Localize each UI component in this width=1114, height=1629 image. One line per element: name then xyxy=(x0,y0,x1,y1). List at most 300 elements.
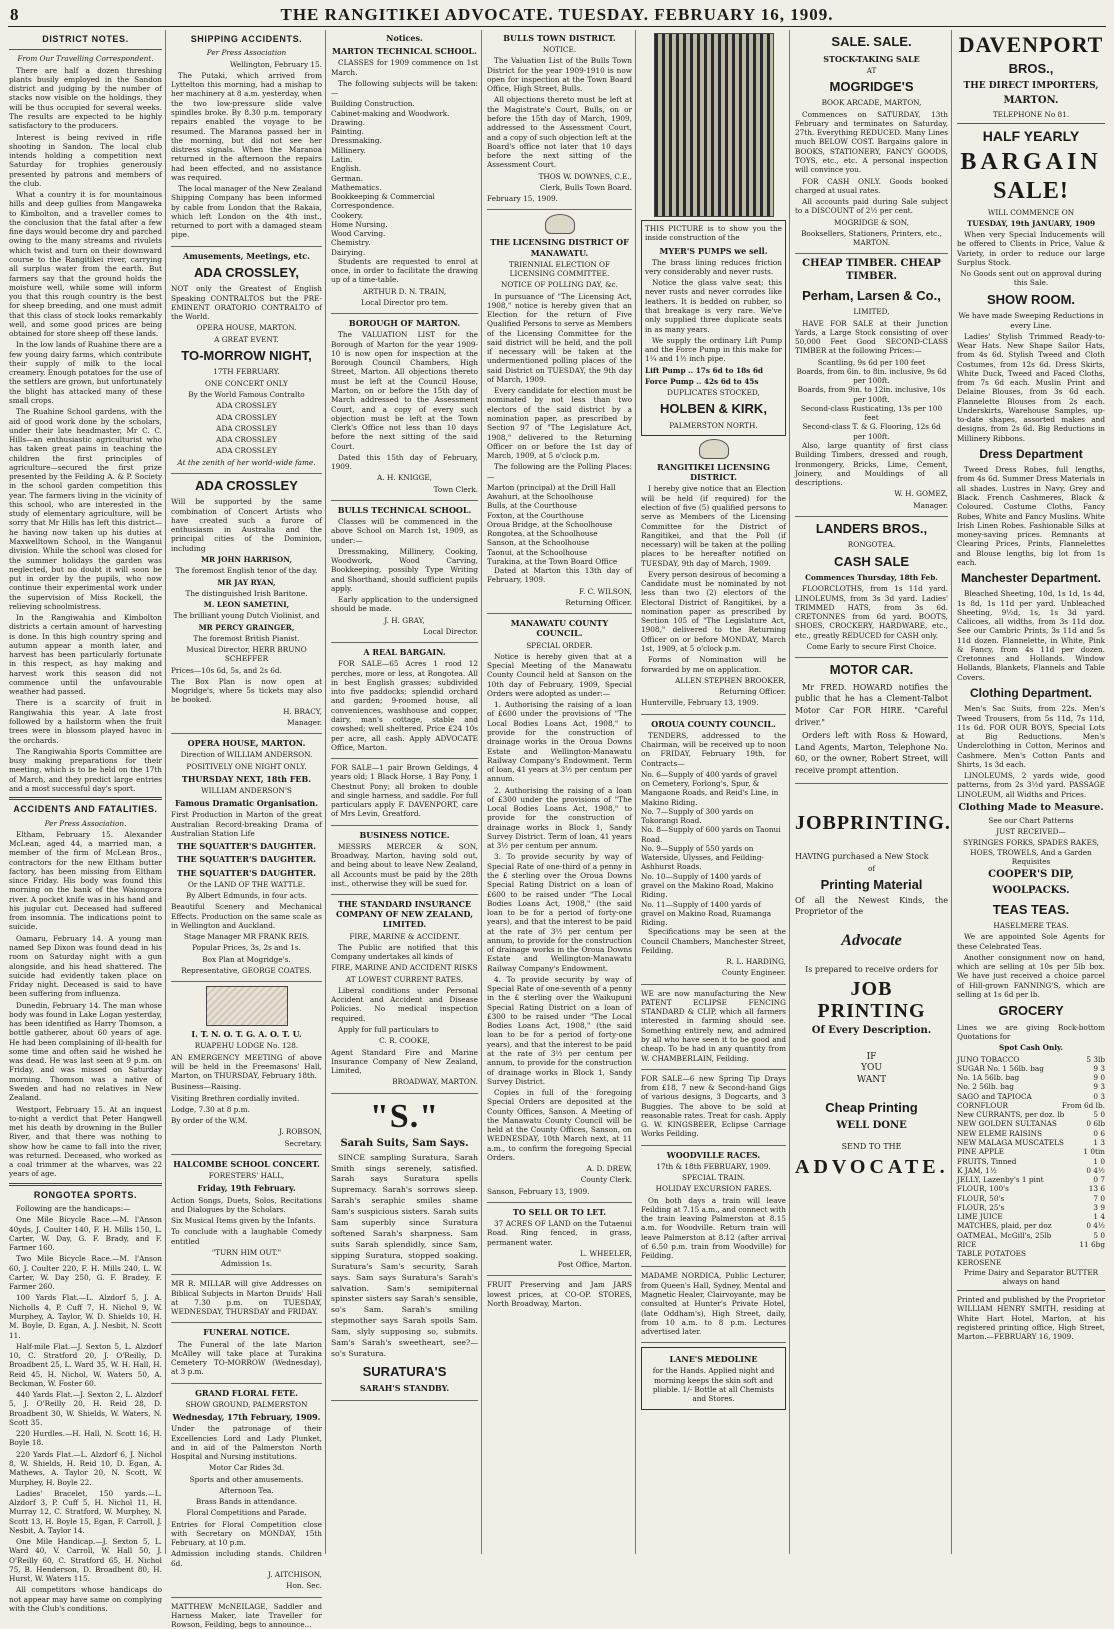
grocery-row xyxy=(957,1231,1105,1240)
grocery-row xyxy=(957,1221,1105,1230)
ad-title: OPERA HOUSE, MARTON. xyxy=(171,738,322,748)
paragraph: The Rangiwahia Sports Committee are busy making preparations for their meeting, which is to be held on the 17th of March, and they predict large entries and a most successful day's sport. xyxy=(9,747,162,793)
ad-title: SALE! xyxy=(957,178,1105,204)
firm-name: MOGRIDGE'S xyxy=(795,79,948,96)
ad-line: WOOLPACKS. xyxy=(957,885,1105,898)
ad-line: First Production in Marton of the great Australian Record-breaking Drama of Australian Station Life xyxy=(171,810,322,838)
floral-fete-ad xyxy=(171,1388,322,1598)
ad-text: 37 ACRES OF LAND on the Tutaenui Road. Ring fenced, in grass, permanent water. xyxy=(487,1219,632,1247)
ad-text: Every candidate for election must be nominated by not less than two electors of the said district by a nomination paper, as prescribed by Section 97 of "The Legislature Act, 1908," delivered to the Returning Officer on or before the 1st day of March, 1909, at 5 o'clock p.m. xyxy=(487,386,632,460)
list-item: Dressmaking. xyxy=(331,136,478,145)
horses-ad xyxy=(331,763,478,826)
ad-text: THIS PICTURE is to show you the inside construction of the xyxy=(645,224,782,243)
list-item: Second-class T. & G. Flooring, 12s 6d per 100ft. xyxy=(795,422,948,441)
divider xyxy=(9,1183,162,1186)
subject-list xyxy=(331,99,478,257)
grocery-item-name: SUGAR No. 1 56lb. bag xyxy=(957,1064,1044,1073)
section-heading: Dress Department xyxy=(957,447,1105,462)
divider xyxy=(957,1290,1105,1291)
grocery-item-name: OATMEAL, McGill's, 25lb xyxy=(957,1231,1051,1240)
grocery-item-price: 7 0 xyxy=(1093,1194,1105,1203)
signature-title: County Clerk. xyxy=(487,1175,632,1184)
grocery-item-name: No. 1A 56lb. bag xyxy=(957,1073,1019,1082)
ad-text: We supply the ordinary Lift Pump and the Force Pump in this make for 1¼ and 1½ inch pipe. xyxy=(645,336,782,364)
grocery-item-price: 0 3 xyxy=(1093,1092,1105,1101)
ad-line: SPECIAL ORDER. xyxy=(487,641,632,650)
ad-text: Dated at Marton this 13th day of February, 1909. xyxy=(487,566,632,585)
ad-text: Orders left with Ross & Howard, Land Agents, Marton, Telephone No. 60, or the owner, Robert Street, will receive prompt attention. xyxy=(795,730,948,776)
ad-line: Of Every Description. xyxy=(795,1025,948,1038)
grocery-row xyxy=(957,1166,1105,1175)
ad-text: MR R. MILLAR will give Addresses on Biblical Subjects in Marton Druids' Hall at 7.30 p.m. on TUESDAY, WEDNESDAY, THURSDAY and FRIDAY. xyxy=(171,1279,322,1316)
grocery-item-price: 0 4½ xyxy=(1086,1166,1105,1175)
ad-line: "TURN HIM OUT." xyxy=(171,1248,322,1257)
signature-title: Manager. xyxy=(795,501,948,510)
ad-line: ADA CROSSLEY xyxy=(171,446,322,455)
grocery-item-price: 9 3 xyxy=(1093,1082,1105,1091)
grocery-row xyxy=(957,1258,1105,1267)
dateline: Wellington, February 15. xyxy=(171,60,322,69)
ad-line: Action Songs, Duets, Solos, Recitations and Dialogues by the Scholars. xyxy=(171,1196,322,1215)
ad-text: SYRINGES FORKS, SPADES RAKES, HOES, TROWELS, And a Garden Requisites xyxy=(957,838,1105,866)
ad-line: Stage Manager MR FRANK REIS. xyxy=(171,932,322,941)
ad-line: Box Plan at Mogridge's. xyxy=(171,955,322,964)
grocery-item-name: LIME JUICE xyxy=(957,1212,1003,1221)
ad-line: COOPER'S DIP, xyxy=(957,869,1105,882)
ad-line: The Box Plan is now open at Mogridge's, where 5s tickets may also be booked. xyxy=(171,677,322,705)
ad-text: Every person desirous of becoming a Candidate must be nominated by not less than two (2) electors of the Electoral District of Rangitikei, by a nomination paper as prescribed by Section 105 of "The Legislature Act, 1908," delivered to the Returning Officer on or before MONDAY, March 1st, 1909, at 5 o'clock p.m. xyxy=(641,570,786,653)
ad-title: BUSINESS NOTICE. xyxy=(331,830,478,840)
grocery-row xyxy=(957,1138,1105,1147)
list-item: No. 11—Supply of 1400 yards of gravel on Makino Road, Ruamanga Riding. xyxy=(641,900,786,928)
signature-title: Agent Standard Fire and Marine Insurance Company of New Zealand, Limited, xyxy=(331,1048,478,1076)
list-item: Boards, from 6in. to 8in. inclusive, 9s 6d per 100ft. xyxy=(795,367,948,386)
ad-line: ADA CROSSLEY xyxy=(171,413,322,422)
ad-title: BULLS TECHNICAL SCHOOL. xyxy=(331,505,478,515)
grocery-price-list xyxy=(957,1055,1105,1268)
page-number: 8 xyxy=(10,5,20,25)
ad-text: for the Hands. Applied night and morning keeps the skin soft and pliable. 1/- Bottle at all Chemists and Stores. xyxy=(645,1366,782,1403)
ad-text: Forms of Nomination will be forwarded by me on application. xyxy=(641,655,786,674)
paragraph: Eltham, February 15. Alexander McLean, aged 44, a married man, a member of the firm of McLean Bros., contractors for the new Eltham butter factory, has been missing from Eltham since Friday. His body was found this morning on the bank of the Waiongora river. A pocket knife was in his hand and his jugular cut. Deceased had suffered from insomnia. The indications point to suicide. xyxy=(9,830,162,932)
ad-line: DUPLICATES STOCKED, xyxy=(645,388,782,397)
ad-line: SHOW GROUND, PALMERSTON xyxy=(171,1400,322,1409)
paragraph: There is a scarcity of fruit in Rangiwahia this year. A late frost followed by a hailstorm when the fruit trees were in blossom played havoc in the orchards. xyxy=(9,698,162,744)
signature: L. WHEELER, xyxy=(487,1249,632,1258)
ad-text: The Valuation List of the Bulls Town District for the year 1909-1910 is now open for inspection at the Town Board Office, High Street, Bulls. xyxy=(487,56,632,93)
ad-text: All objections thereto must be left at the Magistrate's Court, Bulls, on or before the 15th day of March, 1909, addressed to the Assessment Court, and a copy of such objection left at the Board's office not later that 10 days before the next sitting of the Assessment Court. xyxy=(487,95,632,169)
list-item: Taonui, at the Schoolhouse xyxy=(487,548,632,557)
signature-title: Booksellers, Stationers, Printers, etc., MARTON. xyxy=(795,229,948,248)
list-item: Building Construction. xyxy=(331,99,478,108)
grocery-row xyxy=(957,1249,1105,1258)
ad-line: Come Early to secure First Choice. xyxy=(795,642,948,651)
nordica-ad xyxy=(641,1271,786,1343)
ad-line: Representative, GEORGE COATES. xyxy=(171,966,322,975)
ad-line: Prime Dairy and Separator BUTTER always on hand xyxy=(957,1268,1105,1287)
grocery-item-name: SAGO and TAPIOCA xyxy=(957,1092,1032,1101)
ad-line: ADA CROSSLEY xyxy=(171,435,322,444)
ad-line: ONE CONCERT ONLY xyxy=(171,379,322,388)
ad-line: of xyxy=(795,864,948,873)
ad-line: Commences Thursday, 18th Feb. xyxy=(795,573,948,582)
ad-line: The distinguished Irish Baritone. xyxy=(171,589,322,598)
ad-line: OPERA HOUSE, MARTON. xyxy=(171,323,322,332)
ad-title: THE LICENSING DISTRICT OF MANAWATU. xyxy=(487,237,632,257)
grocery-row xyxy=(957,1147,1105,1156)
bulls-town-notice xyxy=(487,33,632,210)
brand-tagline: SARAH'S STANDBY. xyxy=(331,1383,478,1393)
ad-text: The VALUATION LIST for the Borough of Marton for the year 1909-10 is now open for inspection at the Borough Council Chambers, High Street, Marton. All objections thereto must be left at the Council House, Marton, on or before the 15th day of March addressed to the Assessment Court, and a copy of every such objection must be left at the Town Clerk's Office not less than 10 days before the next sitting of the said Court. xyxy=(331,330,478,450)
ad-line: The foremost English tenor of the day. xyxy=(171,566,322,575)
ad-line: Beautiful Scenery and Mechanical Effects. Production on the same scale as in Wellington and Auckland. xyxy=(171,902,322,930)
list-item: Wood Carving. xyxy=(331,229,478,238)
paragraph: Ladies' Bracelet, 150 yards.—L. Alzdorf 3, P. Cuff 5, H. Nichol 11, H. Murray 12, C. Stratford, W. Murphey, N. Scott 13, H. Boyle 15, Egan, F. Carroll, J. Nesbit, A. Taylor 14. xyxy=(9,1489,162,1535)
grocery-row xyxy=(957,1203,1105,1212)
ad-line: JOB PRINTING xyxy=(795,978,948,1022)
section-heading: Manchester Department. xyxy=(957,571,1105,586)
ad-line: THE SQUATTER'S DAUGHTER. xyxy=(171,854,322,864)
signature-title: Local Director. xyxy=(331,627,478,636)
list-item: Foxton, at the Courthouse xyxy=(487,511,632,520)
ad-text: 3. To provide security by way of Special Rate of one-third of a penny in the £ sterling over the Oroua Downs Special Rating District on a loan of £600 to be raised under "The Local Bodies Loans Act, 1908," (the said loan to be for a period of forty-one years), and that the interest to be paid at the rate of 3½ per centum per annum, to provide for the construction of drainage works in the Oroua Downs Estate and Wellington-Manawatu Railway Company's Endowment. xyxy=(487,852,632,972)
ad-line: BROADWAY, MARTON. xyxy=(331,1077,478,1086)
ad-line: Under the patronage of their Excellencies Lord and Lady Plunket, and in aid of the Palmerston North Hospital and Nursing institutions. xyxy=(171,1424,322,1461)
ad-line: POSITIVELY ONE NIGHT ONLY. xyxy=(171,762,322,771)
ad-line: THURSDAY NEXT, 18th FEB. xyxy=(171,774,322,784)
signature: THOS W. DOWNES, C.E., xyxy=(487,172,632,181)
technical-school-ad xyxy=(331,46,478,314)
notices-heading: Notices. xyxy=(331,33,478,43)
ad-title: ADA CROSSLEY, xyxy=(171,265,322,282)
crossley-ad-2 xyxy=(171,478,322,734)
ad-line: MR JAY RYAN, xyxy=(171,578,322,587)
millar-notice xyxy=(171,1279,322,1323)
grocery-row xyxy=(957,1110,1105,1119)
ad-text: Of all the Newest Kinds, the Proprietor of the xyxy=(795,896,948,916)
landers-ad xyxy=(795,521,948,658)
signature-title: Returning Officer. xyxy=(487,598,632,607)
ad-line: Secretary. xyxy=(171,1139,322,1148)
ad-text: HAVE FOR SALE at their Junction Yards, a Large Stock consisting of over 50,000 Feet Good SECOND-CLASS TIMBER at the following Prices:— xyxy=(795,319,948,356)
ad-text: The brass lining reduces friction very considerably and never rusts. xyxy=(645,258,782,277)
opera-ad xyxy=(171,738,322,982)
grocery-item-name: K JAM, 1½ xyxy=(957,1166,997,1175)
ad-line: WELL DONE xyxy=(795,1120,948,1133)
phone-number: TELEPHONE No 81. xyxy=(957,110,1105,119)
ad-line: By Albert Edmunds, in four acts. xyxy=(171,891,322,900)
paragraph: In the Rangiwahia and Kimbolton districts a certain amount of harvesting is done. In this high country spring and autumn appear a month later, and harvest has been particularly fortunate in this respect, as hay making and harvest work this season did not commence until the unfavourable weather had passed. xyxy=(9,613,162,696)
coat-of-arms-emblem xyxy=(545,214,575,234)
ad-line: Entries for Floral Competition close with Secretary on MONDAY, 15th February, at 10 p.m. xyxy=(171,1520,322,1548)
ad-line: No Goods sent out on approval during this Sale. xyxy=(957,269,1105,288)
grocery-item-price: 0 4½ xyxy=(1086,1221,1105,1230)
bulls-tech-notice xyxy=(331,505,478,643)
list-item: Boards, from 9in. to 12in. inclusive, 10s per 100ft. xyxy=(795,385,948,404)
ad-line: Or the LAND OF THE WATTLE. xyxy=(171,880,322,889)
list-item: Chemistry. xyxy=(331,238,478,247)
ad-text: TENDERS, addressed to the Chairman, will be received up to noon on FRIDAY, February 19th, for Contracts— xyxy=(641,731,786,768)
grocery-row xyxy=(957,1175,1105,1184)
grocery-item-price: 0 6lb xyxy=(1086,1119,1105,1128)
ad-line: AN EMERGENCY MEETING of above will be held in the Freemasons' Hall, Marton, on THURSDAY, February 18th. xyxy=(171,1053,322,1081)
grocery-item-name: JELLY, Lazenby's 1 pint xyxy=(957,1175,1044,1184)
ad-line: RONGOTEA. xyxy=(795,540,948,549)
mogridge-sale-ad xyxy=(795,34,948,254)
paragraph: One Mile Bicycle Race.—M. l'Anson 40yds, J. Coulter 140, F. H. Mills 150, L. Carter, W. Day, G. F. Brady, and F. Farmer 160. xyxy=(9,1215,162,1252)
paragraph: All competitors whose handicaps do not appear may have same on complying with the Club's conditions. xyxy=(9,1585,162,1613)
ad-line: H. BRACY, xyxy=(171,707,322,716)
list-item: Turakina, at the Town Board Office xyxy=(487,557,632,566)
ad-text: Also, large quantity of first class Building Timbers, dressed and rough, Ironmongery, Bricks, Lime, Cement, Joinery, and Mouldings of all descriptions. xyxy=(795,441,948,487)
grocery-row xyxy=(957,1194,1105,1203)
ad-line: ADVOCATE. xyxy=(795,1156,948,1178)
ad-line: Friday, 19th February. xyxy=(171,1183,322,1193)
ad-line: ADA CROSSLEY xyxy=(171,401,322,410)
ad-text: SINCE sampling Suratura, Sarah Smith sings serenely, satisfied. Sarah says Suratura spells Supremacy. Sarah's sorrows sleep. Sarah's seraphic smiles shame Sam's suspicious sisters. Sarah suits Sam superbly since Suratura softened Sarah's sharpness. Sam suits Sarah splendidly, since Sam, sipping Suratura, stopped soaking. Suratura's Sam's security, Sarah says. Sam says Suratura's Sarah's salvation. Sam's semipiternal spinster sisters say Sarah's sensible, so's Sam. Sarah's smiling stepmother says Sarah spoils Sam. Sam, slyly supposing so, submits. Sam's Sarah's sweetheart, see?—so's Suratura. xyxy=(331,1153,478,1360)
ad-title: LANE'S MEDOLINE xyxy=(645,1354,782,1364)
ad-line: Musical Director, HERR BRUNO SCHEFFER xyxy=(171,645,322,664)
list-item: German. xyxy=(331,174,478,183)
ad-line: BROS., xyxy=(957,61,1105,78)
paragraph: Half-mile Flat.—J. Sexton 5, L. Alzdorf 10, C. Stratford 20, J. O'Reilly, D. Broadbent 25, L. Ward 35, W. H. Hall, H. Reid 45, H. Nichol, W. Waters 50, A. Beckman, W. Foster 60. xyxy=(9,1342,162,1388)
ad-text: 4. To provide security by way of Special Rate of one-seventh of a penny in the £ sterling over the Waikupuni Special Rating District on a loan of £300 to be raised under "The Local Bodies Loans Act, 1908," (the said loan to be for a period of forty-one years), and that the interest to be paid at the rate of 3½ per centum per annum, to provide for the construction of drainage works in Block 1, Sandy Survey District. xyxy=(487,975,632,1086)
signature: A. D. DREW, xyxy=(487,1164,632,1173)
manawatu-council-notice xyxy=(487,618,632,1203)
column-6 xyxy=(792,30,952,1554)
grocery-item-name: TABLE POTATOES xyxy=(957,1249,1026,1258)
ad-line: WILLIAM ANDERSON'S xyxy=(171,786,322,795)
ad-text: The following are the Polling Places:— xyxy=(487,462,632,481)
ad-line: Direction of WILLIAM ANDERSON. xyxy=(171,750,322,759)
ad-line: Wednesday, 17th February, 1909. xyxy=(171,1412,322,1422)
brand-name: SURATURA'S xyxy=(331,1364,478,1381)
ad-title: GRAND FLORAL FETE. xyxy=(171,1388,322,1398)
signature: W. H. GOMEZ, xyxy=(795,489,948,498)
ad-text: NOT only the Greatest of English Speaking CONTRALTOS but the PRE-EMINENT ORATORIO CONTRALTO of the World. xyxy=(171,284,322,321)
ad-line: 17TH FEBRUARY. xyxy=(171,367,322,376)
ad-line: Motor Car Rides 3d. xyxy=(171,1463,322,1472)
ad-text: WE are now manufacturing the New PATENT ECLIPSE FENCING STANDARD & CLIP, which all farmers interested in farming should see. Something entirely new, and admired by all who have seen it to be good and cheap. To be had in any quantity from W. CHAMBERLAIN, Feilding. xyxy=(641,989,786,1063)
ad-line: Admission 1s. xyxy=(171,1259,322,1268)
ad-text: Men's Sac Suits, from 22s. Men's Tweed Trousers, from 5s 11d, 7s 11d, 11s 6d. FOR OUR BOYS, Special Lots at Big Reductions. Men's Underclothing in Cotton, Merinos and Cashmere. Men's Cotton Pants and Shirts, 1s 3d each. xyxy=(957,704,1105,769)
woodville-races-ad xyxy=(641,1150,786,1268)
ad-line: YOU xyxy=(795,1063,948,1074)
ad-line: Six Musical Items given by the Infants. xyxy=(171,1216,322,1225)
ad-title: CHEAP TIMBER. CHEAP TIMBER. xyxy=(795,258,948,283)
section-heading: Clothing Made to Measure. xyxy=(957,802,1105,814)
ad-line: To conclude with a laughable Comedy entitled xyxy=(171,1227,322,1246)
signature-title: Returning Officer. xyxy=(641,687,786,696)
ad-text: Copies in full of the foregoing Special Orders are deposited at the County Offices, Sanson. A Meeting of the Manawatu County Council will be held at the County Offices, Sanson, on WEDNESDAY, 10th March next, at 11 a.m., to confirm the foregoing Special Orders. xyxy=(487,1088,632,1162)
coat-of-arms-emblem xyxy=(699,439,729,459)
section-heading: Clothing Department. xyxy=(957,686,1105,701)
ad-line: IF xyxy=(795,1052,948,1063)
firm-name: HOLBEN & KIRK, xyxy=(645,401,782,418)
paragraph: Following are the handicaps:— xyxy=(9,1204,162,1213)
ad-title: MANAWATU COUNTY COUNCIL. xyxy=(487,618,632,638)
sports-heading: RONGOTEA SPORTS. xyxy=(9,1190,162,1201)
ad-subtitle: STOCK-TAKING SALE xyxy=(795,54,948,64)
ad-text: FOR CASH ONLY. Goods booked charged at usual rates. xyxy=(795,177,948,196)
crossley-ad xyxy=(171,265,322,474)
ad-title: THE STANDARD INSURANCE COMPANY OF NEW ZEALAND, LIMITED. xyxy=(331,899,478,929)
ad-text: FOR SALE—6 new Spring Tip Drays from £18, 7 new & Second-hand Gigs of various designs, 3 Dogcarts, and 3 Buggies. The above to be sold at reasonable rates. Treat for cash. Apply G. W. KINGSBEER, Eclipse Carriage Works Feilding. xyxy=(641,1074,786,1139)
timber-ad xyxy=(795,258,948,516)
grocery-item-price: 13 6 xyxy=(1089,1184,1105,1193)
newspaper-title: THE RANGITIKEI ADVOCATE. TUESDAY. FEBRUARY 16, 1909. xyxy=(8,5,1106,25)
list-item: Cabinet-making and Woodwork. xyxy=(331,109,478,118)
ad-line: Cheap Printing xyxy=(795,1100,948,1117)
list-item: Bulls, at the Courthouse xyxy=(487,501,632,510)
ad-line: SEND TO THE xyxy=(795,1142,948,1152)
signature: ALLEN STEPHEN BROOKER, xyxy=(641,676,786,685)
paragraph: There are half a dozen threshing plants busily employed in the Sandon district and judging by the number of stacks now visible on the holdings, they will be thus occupied for several weeks. The results are expected to be highly satisfactory to the producers. xyxy=(9,66,162,131)
ad-line: HASELMERE TEAS. xyxy=(957,921,1105,930)
drays-ad xyxy=(641,1074,786,1146)
grocery-item-name: JUNO TOBACCO xyxy=(957,1055,1019,1064)
ad-text: 1. Authorising the raising of a loan of £600 under the provisions of "The Local Bodies Loans Act, 1908," to provide for the construction of drainage works in the Oroua Downs Estate and Wellington-Manawatu Railway Company's Endowment. Term of loan, 41 years at 3½ per centum per annum. xyxy=(487,700,632,783)
ad-line: RUAPEHU LODGE No. 128. xyxy=(171,1041,322,1050)
ad-title: WOODVILLE RACES. xyxy=(641,1150,786,1160)
ad-text: The Funeral of the late Marion McAlley will take place at Turakina Cemetery TO-MORROW (Wednesday), at 3 p.m. xyxy=(171,1340,322,1377)
grocery-item-name: PINE APPLE xyxy=(957,1147,1004,1156)
fruit-jars-ad: FRUIT Preserving and Jam JARS lowest prices, at CO-OP. STORES, North Broadway, Marton. xyxy=(487,1280,632,1308)
ad-title: FUNERAL NOTICE. xyxy=(171,1327,322,1337)
list-item: Drawing. xyxy=(331,118,478,127)
signature-title: County Engineer. xyxy=(641,968,786,977)
signature: MOGRIDGE & SON, xyxy=(795,218,948,227)
ad-line: FORESTERS' HALL, xyxy=(171,1171,322,1180)
grocery-row xyxy=(957,1092,1105,1101)
signature-title: Local Director pro tem. xyxy=(331,298,478,307)
paragraph: Interest is being revived in rifle shooting in Sandon. The local club intends holding a competition next Saturday for trophies generously presented by patrons and members of the club. xyxy=(9,133,162,189)
ad-text: Apply for full particulars to xyxy=(331,1025,478,1034)
ad-line: MR JOHN HARRISON, xyxy=(171,555,322,564)
list-item: No. 9—Supply of 550 yards on Waterside, Ulysses, and Feilding-Ashhurst Roads. xyxy=(641,844,786,872)
ad-text: Classes will be commenced in the above School on March 1st, 1909, as under:— xyxy=(331,517,478,545)
ad-text: Tweed Dress Robes, full lengths, from 4s 6d. Summer Dress Materials in all shades. Lustres in Navy, Grey and Black. French Cashmeres, Black & Coloured. Costume Cloths, Fancy Robes, White and Fancy Muslins. White Irish Linen Robes. Fashionable Silks at money-saving prices. Remnants at Clearing Prices, Prints, Flannelettes and Blouse lengths, big lot from 1s each. xyxy=(957,465,1105,567)
grocery-item-price: 11 6bg xyxy=(1079,1240,1105,1249)
ad-line: Popular Prices, 3s, 2s and 1s. xyxy=(171,943,322,952)
ad-line: Sports and other amusements. xyxy=(171,1475,322,1484)
ad-line: Visiting Brethren cordially invited. xyxy=(171,1094,322,1103)
ad-line: FIRE, MARINE & ACCIDENT. xyxy=(331,932,478,941)
list-item: No. 10—Supply of 1400 yards of gravel on the Makino Road, Makino Riding. xyxy=(641,872,786,900)
grocery-row xyxy=(957,1055,1105,1064)
newspaper-logo: Advocate xyxy=(795,931,948,951)
ad-line: The foremost British Pianist. xyxy=(171,634,322,643)
ad-title: "S." xyxy=(331,1098,478,1135)
list-item: No. 7—Supply of 300 yards on Tokorangi Road. xyxy=(641,807,786,826)
grocery-row xyxy=(957,1064,1105,1073)
rangitikei-licensing-notice xyxy=(641,462,786,714)
ad-text: Students are requested to enrol at once, in order to facilitate the drawing up of a time-table. xyxy=(331,257,478,285)
suratura-ad xyxy=(331,1098,478,1401)
ad-line: FIRE, MARINE AND ACCIDENT RISKS xyxy=(331,963,478,972)
divider xyxy=(9,49,162,50)
ad-line: BOOK ARCADE, MARTON, xyxy=(795,98,948,107)
ad-line: By order of the W.M. xyxy=(171,1116,322,1125)
ad-line: A GREAT EVENT. xyxy=(171,335,322,344)
ad-line: AT LOWEST CURRENT RATES. xyxy=(331,975,478,984)
grocery-row xyxy=(957,1101,1105,1110)
list-item: Bookkeeping & Commercial Correspondence. xyxy=(331,192,478,211)
paragraph: In the low lands of Ruahine there are a few young dairy farms, which contribute their supply of milk to the local creamery. Enough potatoes for the use of the settlers are grown, but unfortunately the blight has attacked many of these small crops. xyxy=(9,340,162,405)
grocery-item-name: FRUITS, Tinned xyxy=(957,1157,1016,1166)
column-1 xyxy=(6,30,166,1554)
column-3 xyxy=(328,30,482,1554)
divider xyxy=(957,123,1105,124)
firm-name: Perham, Larsen & Co., xyxy=(795,288,948,305)
grocery-item-name: FLOUR, 100's xyxy=(957,1184,1009,1193)
ad-text: Liberal conditions under Personal Accident and Accident and Disease Policies. No medical inspection required. xyxy=(331,986,478,1023)
ad-line: Hon. Sec. xyxy=(171,1581,322,1590)
ad-line: Floral Competitions and Parade. xyxy=(171,1508,322,1517)
list-item: Millinery. xyxy=(331,146,478,155)
byline: Per Press Association. xyxy=(9,819,162,828)
ad-line: JUST RECEIVED— xyxy=(957,827,1105,836)
paragraph: The Ruahine School gardens, with the aid of good work done by the scholars, under their late headmaster, Mr C. C. Hills—an enthusiastic agriculturist who has taken great pains in teaching the children the first principles of agriculture—secured the first prize presented by the Feilding A. & P. Society in the school garden competition this year. The farmers living in the vicinity of this school, who are interested in the study of elementary agriculture, will be sorry that Mr Hills has left this district—he having now taken up his duties at Maxwelltown School, in the Wanganui division. While the school was closed for the summer holidays the garden was neglected, but no doubt it will soon be put in order by the pupils, who now continue their experimental work under the supervision of Miss Rockell, the relieving schoolmistress. xyxy=(9,407,162,611)
ad-line: HOLIDAY EXCURSION FARES. xyxy=(641,1184,786,1193)
list-item: Latin. xyxy=(331,155,478,164)
signature: J. H. GRAY, xyxy=(331,616,478,625)
polling-places xyxy=(487,483,632,566)
ad-line: THE SQUATTER'S DAUGHTER. xyxy=(171,841,322,851)
ad-title: RANGITIKEI LICENSING DISTRICT. xyxy=(641,462,786,482)
list-item: No. 8—Supply of 600 yards on Taonui Road. xyxy=(641,825,786,844)
grocery-row xyxy=(957,1240,1105,1249)
ad-line: J. AITCHISON, xyxy=(171,1570,322,1579)
ad-text: Will be supported by the same combination of Concert Artists who have created such a furore of enthusiasm in Australia and the principal cities of the Dominion, including xyxy=(171,497,322,553)
paragraph: Two Mile Bicycle Race.—M. l'Anson 60, J. Coulter 220, F. H. Mills 240, L. W. Carter, W. Day 250, G. F. Bradey, F. Farmer 260. xyxy=(9,1254,162,1291)
signature: ARTHUR D. N. TRAIN, xyxy=(331,287,478,296)
borough-notice xyxy=(331,318,478,501)
ad-title: A REAL BARGAIN. xyxy=(331,647,478,657)
ad-title: MYER'S PUMPS we sell. xyxy=(645,246,782,256)
ad-line: THE SQUATTER'S DAUGHTER. xyxy=(171,868,322,878)
ad-line: The brilliant young Dutch Violinist, and xyxy=(171,611,322,620)
ad-line: Afternoon Tea. xyxy=(171,1486,322,1495)
grocery-item-name: KEROSENE xyxy=(957,1258,1001,1267)
paragraph: 220 Hurdles.—H. Hall, N. Scott 16, H. Boyle 18. xyxy=(9,1429,162,1448)
ad-line: NOTICE. xyxy=(487,45,632,54)
ad-line: J. ROBSON, xyxy=(171,1127,322,1136)
grocery-item-name: FLOUR, 25's xyxy=(957,1203,1004,1212)
price-line: Force Pump .. 42s 6d to 45s xyxy=(645,377,782,386)
ad-text: In pursuance of "The Licensing Act, 1908," notice is hereby given that an Election for the return of Five Qualified Persons to serve as Members of the Licensing Committee for the said district will be held, and the poll if necessary will be taken at the undermentioned polling places of the said District on TUESDAY, the 9th day of March, 1909. xyxy=(487,292,632,385)
grocery-item-price: 9 3 xyxy=(1093,1064,1105,1073)
ad-line: See our Chart Patterns xyxy=(957,816,1105,825)
ad-text: Early application to the undersigned should be made. xyxy=(331,595,478,614)
signature: F. C. WILSON, xyxy=(487,587,632,596)
firm-name: LANDERS BROS., xyxy=(795,521,948,538)
ad-line: WANT xyxy=(795,1075,948,1086)
ad-text: The Public are notified that this Company undertakes all kinds of xyxy=(331,943,478,962)
ad-line: TO-MORROW NIGHT, xyxy=(171,348,322,365)
ad-subtitle: Sarah Suits, Sam Says. xyxy=(331,1138,478,1151)
list-item: Cookery. xyxy=(331,211,478,220)
ad-line: Prices—10s 6d, 5s, and 2s 6d. xyxy=(171,666,322,675)
ad-title: CASH SALE xyxy=(795,554,948,571)
ad-text: The following subjects will be taken:— xyxy=(331,79,478,98)
signature-title: Town Clerk. xyxy=(331,485,478,494)
ad-title: TO SELL OR TO LET. xyxy=(487,1207,632,1217)
ad-text: MESSRS MERCER & SON, Broadway, Marton, having sold out, and being about to leave New Zealand, all Accounts must be paid by the 28th inst., otherwise they will be sued for. xyxy=(331,842,478,888)
ad-text: Ladies' Stylish Trimmed Ready-to-Wear Hats. New Shape Sailor Hats, from 4s 6d. Stylish Tweed and Cloth Costumes, from 12s 6d. Dress Skirts, White Duck, Tweed and Faced Cloths, from 7s 6d each. Muslin Print and Delaine Blouses, from 3s 6d each. Flannelette Blouses from 2s each. Underskirts, Warehouse Samples, up-to-date shapes, assorted makes and designs, from 2s 6d. Big Reductions in Millinery Ribbons. xyxy=(957,332,1105,443)
list-item: Scantling, 9s 6d per 100 feet xyxy=(795,358,948,367)
paragraph: One Mile Handicap.—J. Sexton 5, L. Ward 40, V. Carroll, W. Hall 50, J. O'Reilly 60, C. Stratford 65, H. Nichol 75, B. Henderson, D. Broadbent 80, H. Hurst, W. Waters 115. xyxy=(9,1537,162,1583)
